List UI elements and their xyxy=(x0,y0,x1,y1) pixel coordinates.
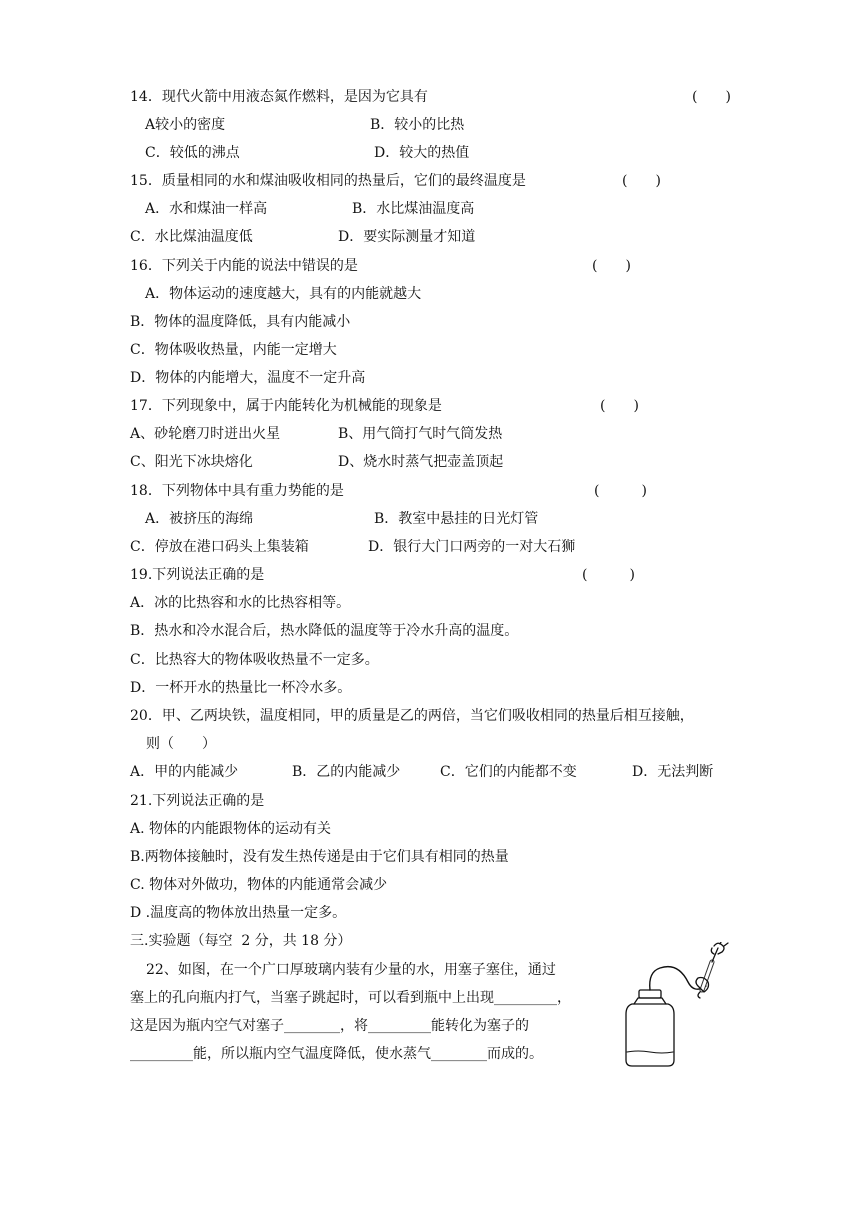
q16-answer-paren: ( ) xyxy=(592,258,631,274)
q14-stem: 14．现代火箭中用液态氮作燃料，是因为它具有 xyxy=(130,89,428,105)
q16-stem: 16．下列关于内能的说法中错误的是 xyxy=(130,258,358,274)
q20-option-b: B．乙的内能减少 xyxy=(292,764,401,780)
q14-option-a: A较小的密度 xyxy=(145,117,226,133)
q19-option-b: B．热水和冷水混合后，热水降低的温度等于冷水升高的温度。 xyxy=(130,623,519,639)
section-heading: 三.实验题（每空 2 分，共 18 分） xyxy=(130,933,352,949)
q16-option-d: D．物体的内能增大，温度不一定升高 xyxy=(130,370,366,386)
q20-stem: 20．甲、乙两块铁，温度相同，甲的质量是乙的两倍，当它们吸收相同的热量后相互接触， xyxy=(130,708,694,724)
q22-line-1: 22、如图，在一个广口厚玻璃内装有少量的水，用塞子塞住，通过 xyxy=(146,962,556,978)
q20-option-d: D．无法判断 xyxy=(632,764,714,780)
q18-stem: 18．下列物体中具有重力势能的是 xyxy=(130,483,344,499)
q17-option-a: A、砂轮磨刀时迸出火星 xyxy=(130,426,281,442)
q21-option-b: B.两物体接触时，没有发生热传递是由于它们具有相同的热量 xyxy=(130,849,509,865)
bottle-pump-figure xyxy=(618,942,730,1070)
q21-option-a: A. 物体的内能跟物体的运动有关 xyxy=(130,821,332,837)
q18-option-b: B．教室中悬挂的日光灯管 xyxy=(374,511,539,527)
q20-stem-cont: 则（ ） xyxy=(146,736,216,752)
q19-option-c: C．比热容大的物体吸收热量不一定多。 xyxy=(130,652,379,668)
q15-option-d: D．要实际测量才知道 xyxy=(338,229,476,245)
q20-option-a: A．甲的内能减少 xyxy=(130,764,239,780)
q18-answer-paren: ( ) xyxy=(594,483,647,499)
q17-stem: 17．下列现象中，属于内能转化为机械能的现象是 xyxy=(130,398,442,414)
q19-option-d: D．一杯开水的热量比一杯冷水多。 xyxy=(130,680,352,696)
q15-option-b: B．水比煤油温度高 xyxy=(352,201,475,217)
q15-answer-paren: ( ) xyxy=(622,173,661,189)
q22-line-3: 这是因为瓶内空气对塞子________，将_________能转化为塞子的 xyxy=(130,1018,529,1034)
q18-option-a: A．被挤压的海绵 xyxy=(145,511,254,527)
q22-line-4: _________能，所以瓶内空气温度降低，使水蒸气________而成的。 xyxy=(130,1046,543,1062)
q15-option-c: C．水比煤油温度低 xyxy=(130,229,253,245)
q19-answer-paren: ( ) xyxy=(582,567,635,583)
q22-line-2: 塞上的孔向瓶内打气，当塞子跳起时，可以看到瓶中上出现_________， xyxy=(130,990,571,1006)
q14-option-b: B．较小的比热 xyxy=(370,117,465,133)
stopper xyxy=(639,990,661,998)
q18-option-c: C．停放在港口码头上集装箱 xyxy=(130,539,309,555)
q21-option-c: C. 物体对外做功，物体的内能通常会减少 xyxy=(130,877,388,893)
q15-stem: 15．质量相同的水和煤油吸收相同的热量后，它们的最终温度是 xyxy=(130,173,526,189)
q14-option-c: C．较低的沸点 xyxy=(145,145,240,161)
q17-option-b: B、用气筒打气时气筒发热 xyxy=(338,426,503,442)
q19-option-a: A．冰的比热容和水的比热容相等。 xyxy=(130,595,351,611)
q17-option-d: D、烧水时蒸气把壶盖顶起 xyxy=(338,454,504,470)
q16-option-a: A．物体运动的速度越大，具有的内能就越大 xyxy=(145,286,422,302)
bottle-body xyxy=(626,1004,674,1066)
q21-stem: 21.下列说法正确的是 xyxy=(130,793,265,809)
q20-option-c: C．它们的内能都不变 xyxy=(440,764,577,780)
q19-stem: 19.下列说法正确的是 xyxy=(130,567,265,583)
q21-option-d: D .温度高的物体放出热量一定多。 xyxy=(130,905,347,921)
q14-answer-paren: ( ) xyxy=(692,89,731,105)
q18-option-d: D．银行大门口两旁的一对大石狮 xyxy=(368,539,576,555)
q17-option-c: C、阳光下冰块熔化 xyxy=(130,454,253,470)
q14-option-d: D．较大的热值 xyxy=(374,145,470,161)
q15-option-a: A．水和煤油一样高 xyxy=(145,201,268,217)
q17-answer-paren: ( ) xyxy=(600,398,639,414)
q16-option-b: B．物体的温度降低，具有内能减小 xyxy=(130,314,351,330)
q16-option-c: C．物体吸收热量，内能一定增大 xyxy=(130,342,337,358)
